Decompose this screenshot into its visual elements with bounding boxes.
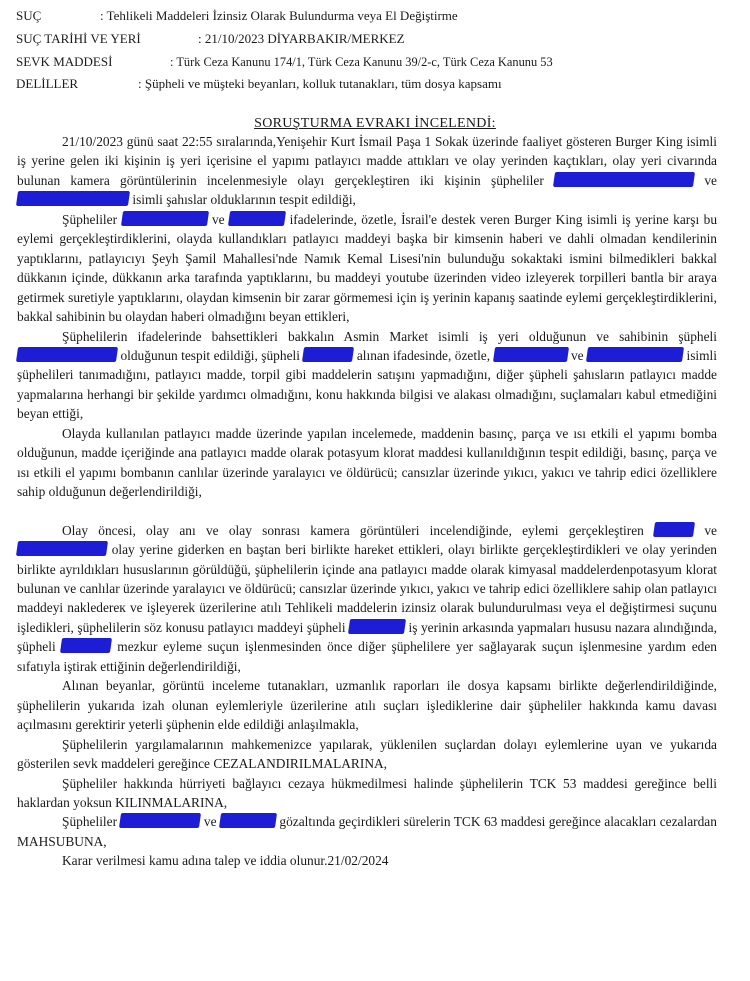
p1-text-a: 21/10/2023 günü saat 22:55 sıralarında,Yenişehir Kurt İsmail Paşa 1 Sokak üzerinde faaliyet gösteren Burger King isimli iş yerine gelen iki kişinin iş yeri içerisine el yapımı patlayıcı madde attıkları ve olay yerinden kaçtıkları, olay yeri civarında bulunan kamera görüntülerinin incelenmesiyle olayı gerçekleştiren iki kişinin şüpheliler xyxy=(17,134,717,188)
redaction-mark xyxy=(586,347,684,362)
p9-text-b: ve xyxy=(203,814,217,830)
redaction-mark xyxy=(60,638,112,653)
p9-text-c: gözaltında geçirdikleri sürelerin TCK 63 maddesi gereğince alacakları cezalardan MAHSUBUNA, xyxy=(17,814,717,849)
paragraph-9 xyxy=(17,812,717,851)
redaction-mark xyxy=(492,347,568,362)
evidence-label: DELİLLER xyxy=(16,76,79,91)
paragraph-7: Şüphelilerin yargılamalarının mahkemenizce yapılarak, yüklenilen suçlardan dolayı eylemlerine uyan ve yukarıda gösterilen sevk maddeleri gereğince CEZALANDIRILMALARINA, xyxy=(17,736,717,772)
paragraph-2 xyxy=(17,210,717,327)
p3-text-e: isimli şüphelileri tanımadığını, patlayıcı madde, torpil gibi maddelerin satışını yapmadığını, diğer şüpheli şahısların patlayıcı madde yapmalarına herhangi bir şekilde yardımcı olmadığını, konu hakkında bilgisi ve alakası olmadığını, suçlamaları kabul etmediğini beyan ettiği, xyxy=(17,347,717,422)
crime-value: : Tehlikeli Maddeleri İzinsiz Olarak Bulundurma veya El Değiştirme xyxy=(100,8,458,23)
redaction-mark xyxy=(228,211,286,226)
paragraph-6: Alınan beyanlar, görüntü inceleme tutanakları, uzmanlık raporları ile dosya kapsamı birlikte değerlendirildiğinde, şüphelilerin yukarıda izah olunan eylemleriyle üzerilerine atılı suçları işlediklerine dair şüpheliler hakkında kamu davası açılmasını gerektirir yeterli şüphenin elde edildiği anlaşılmakla, xyxy=(17,678,717,733)
redaction-mark xyxy=(16,347,118,362)
redaction-mark xyxy=(119,813,201,828)
p3-text-b: olduğunun tespit edildiği, şüpheli xyxy=(120,347,300,363)
articles-value: : Türk Ceza Kanunu 174/1, Türk Ceza Kanunu 39/2-c, Türk Ceza Kanunu 53 xyxy=(170,55,553,69)
date-place-value: : 21/10/2023 DİYARBAKIR/MERKEZ xyxy=(198,31,405,46)
paragraph-5 xyxy=(17,521,717,677)
p5-text-e: mezkur eyleme suçun işlenmesinden önce diğer şüphelilere yer sağlayarak suçun işlenmesine yardım eden sıfatıyla iştirak ettiğinin değerlendirildiği, xyxy=(17,639,717,674)
p1-text-c: isimli şahıslar olduklarının tespit edildiği, xyxy=(132,192,356,208)
p5-text-a: Olay öncesi, olay anı ve olay sonrası kamera görüntüleri incelendiğinde, eylemi gerçekleştiren xyxy=(62,522,644,538)
p2-text-c: ifadelerinde, özetle, İsrail'e destek veren Burger King isimli iş yerine karşı bu eylemi gerçekleştirdiklerini, olayda kullandıkları patlayıcı maddeyi başka bir kimsenin haberi ve dahli olmadan kendilerinin yaptıklarını, patlayıcıyı Şeyh Şamil Mahallesi'nde Namık Kemal Lisesi'nin bulunduğu sokaktaki ismini bilmedikleri bakkal dükkanın içinde, dükkanın arka tarafında yaptıklarını, bu maddeyi youtube üzerinden video izleyerek torpilleri bantla bir araya getirmek suretiyle yaptıklarını, olaydan kimsenin bir zarar görmemesi için iş yerinin kapanış saatinde eylemi gerçekleştirdiklerini, bakkal sahibinin bu olaydan haberi olmadığını beyan ettikleri, xyxy=(17,211,718,325)
document-title: SORUŞTURMA EVRAKI İNCELENDİ: xyxy=(254,116,496,131)
p5-text-b: ve xyxy=(704,522,717,538)
paragraph-10: Karar verilmesi kamu adına talep ve iddia olunur.21/02/2024 xyxy=(62,853,389,869)
paragraph-8: Şüpheliler hakkında hürriyeti bağlayıcı cezaya hükmedilmesi halinde şüphelilerin TCK 53 maddesi gereğince belli haklardan yoksun KILINMALARINA, xyxy=(17,775,717,810)
p9-text-a: Şüpheliler xyxy=(62,814,118,830)
redaction-mark xyxy=(302,347,354,362)
p3-text-c: alınan ifadesinde, özetle, xyxy=(356,347,491,363)
p2-text-a: Şüpheliler xyxy=(62,211,118,227)
date-place-label: SUÇ TARİHİ VE YERİ xyxy=(16,31,141,46)
p5-text-c: olay yerine giderken en baştan beri birlikte hareket ettikleri, olayı birlikte gerçekleştirdikleri ve olay yerinden birlikte ayrıldıkları hususlarının görüldüğü, şüphelilerin içinde ana patlayıcı madde olarak kimyasal maddelerdenpotasyum klorat bulunan ve canlılar üzerinde yaralayıcı ve öldürücü; cansızlar üzerinde yıkıcı, yakıcı ve tahrip edici özelliklere sahip olan patlayıcı maddeyi nakledereк ve işleyerek üzerilerine atılı Tehlikeli maddelerin izinsiz olarak bulundurulması veya el değiştirmesi suçunu işledikleri, şüphelilerin söz konusu patlayıcı maddeyi şüpheli xyxy=(17,542,717,635)
redaction-mark xyxy=(120,211,208,226)
document-body xyxy=(17,132,717,871)
redaction-mark xyxy=(348,619,406,634)
redaction-mark xyxy=(219,813,277,828)
redaction-mark xyxy=(16,541,108,556)
paragraph-4: Olayda kullanılan patlayıcı madde üzerinde yapılan incelemede, maddenin basınç, parça ve ısı etkili el yapımı bomba olduğunun, madde içeriğinde ana patlayıcı madde olarak potasyum klorat maddesi kullanıldığının tespit edildiği, basınç, parça ve ısı etkili el yapımı bombanın canlılar üzerinde yaralayıcı ve öldürücü; cansızlar üzerinde yıkıcı, yakıcı ve tahrip edici özelliklere sahip olduğunun değerlendirildiği, xyxy=(17,425,717,500)
p1-text-b: ve xyxy=(704,172,717,188)
redaction-mark xyxy=(553,172,695,187)
articles-label: SEVK MADDESİ xyxy=(16,54,113,69)
p2-text-b: ve xyxy=(211,211,225,227)
crime-label: SUÇ xyxy=(16,8,42,23)
redaction-mark xyxy=(653,522,695,537)
p3-text-d: ve xyxy=(570,347,584,363)
redaction-mark xyxy=(16,191,130,206)
paragraph-3 xyxy=(17,327,717,424)
paragraph-1 xyxy=(17,132,717,210)
evidence-value: : Şüpheli ve müşteki beyanları, kolluk tutanakları, tüm dosya kapsamı xyxy=(138,76,502,91)
p3-text-a: Şüphelilerin ifadelerinde bahsettikleri bakkalın Asmin Market isimli iş yeri olduğunun ve sahibinin şüpheli xyxy=(62,328,717,344)
p5-text-d: iş yerinin arkasında yapmaları hususu nazara alındığında, şüpheli xyxy=(17,619,717,655)
